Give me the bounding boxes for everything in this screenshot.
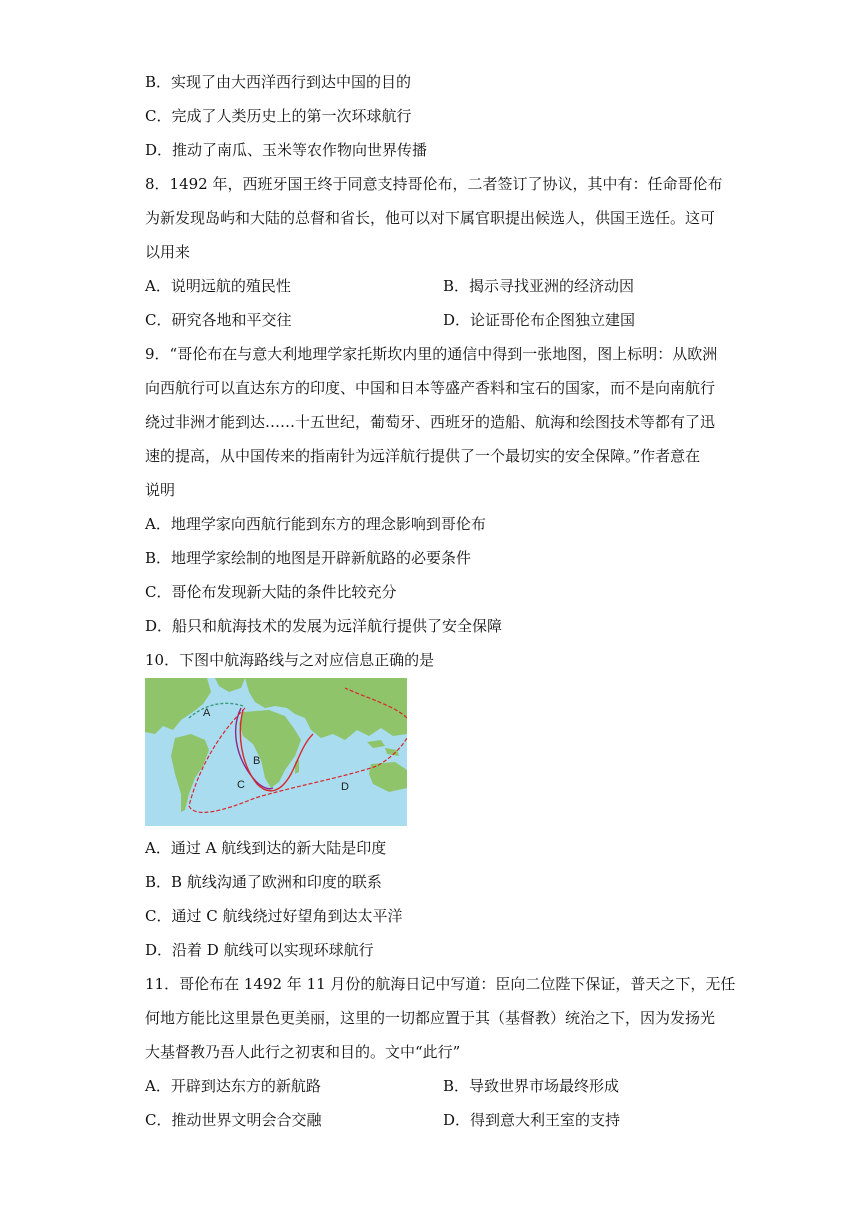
q9-stem-line-2: 向西航行可以直达东方的印度、中国和日本等盛产香料和宝石的国家，而不是向南航行 (145, 379, 716, 397)
q9-option-b: B．地理学家绘制的地图是开辟新航路的必要条件 (145, 549, 472, 567)
q9-option-a: A．地理学家向西航行能到东方的理念影响到哥伦布 (145, 515, 486, 533)
route-label-b: B (253, 755, 261, 767)
q7-option-d: D．推动了南瓜、玉米等农作物向世界传播 (145, 141, 428, 159)
route-label-a: A (203, 707, 211, 719)
q11-option-c: C．推动世界文明会合交融 (145, 1111, 322, 1129)
q8-stem-line-3: 以用来 (145, 243, 191, 261)
q8-option-c: C．研究各地和平交往 (145, 311, 292, 329)
q9-option-d: D．船只和航海技术的发展为远洋航行提供了安全保障 (145, 617, 503, 635)
q10-option-d: D．沿着 D 航线可以实现环球航行 (145, 941, 374, 959)
route-label-c: C (237, 779, 245, 791)
q11-option-d: D．得到意大利王室的支持 (443, 1111, 621, 1129)
q11-option-b: B．导致世界市场最终形成 (443, 1077, 620, 1095)
q8-option-d: D．论证哥伦布企图独立建国 (443, 311, 636, 329)
q8-option-b: B．揭示寻找亚洲的经济动因 (443, 277, 635, 295)
q9-stem-line-5: 说明 (145, 481, 176, 499)
q11-option-a: A．开辟到达东方的新航路 (145, 1077, 321, 1095)
q10-option-b: B．B 航线沟通了欧洲和印度的联系 (145, 873, 382, 891)
q10-stem: 10．下图中航海路线与之对应信息正确的是 (145, 651, 435, 669)
q10-option-c: C．通过 C 航线绕过好望角到达太平洋 (145, 907, 403, 925)
q9-stem-line-3: 绕过非洲才能到达……十五世纪，葡萄牙、西班牙的造船、航海和绘图技术等都有了迅 (145, 413, 716, 431)
q11-stem-line-1: 11．哥伦布在 1492 年 11 月份的航海日记中写道：臣向二位陛下保证，普天之下，无任 (145, 975, 736, 993)
route-label-d: D (341, 781, 349, 793)
q8-option-a: A．说明远航的殖民性 (145, 277, 291, 295)
q9-option-c: C．哥伦布发现新大陆的条件比较充分 (145, 583, 397, 601)
q8-stem-line-1: 8．1492 年，西班牙国王终于同意支持哥伦布，二者签订了协议，其中有：任命哥伦布 (145, 175, 723, 193)
q11-stem-line-2: 何地方能比这里景色更美丽，这里的一切都应置于其（基督教）统治之下，因为发扬光 (145, 1009, 716, 1027)
q8-stem-line-2: 为新发现岛屿和大陆的总督和省长，他可以对下属官职提出候选人，供国王选任。这可 (145, 209, 716, 227)
q9-stem-line-1: 9．“哥伦布在与意大利地理学家托斯坎内里的通信中得到一张地图，图上标明：从欧洲 (145, 345, 718, 363)
voyage-routes-map (145, 678, 407, 826)
q7-option-b: B．实现了由大西洋西行到达中国的目的 (145, 73, 412, 91)
q11-stem-line-3: 大基督教乃吾人此行之初衷和目的。文中“此行” (145, 1043, 461, 1061)
q9-stem-line-4: 速的提高，从中国传来的指南针为远洋航行提供了一个最切实的安全保障。”作者意在 (145, 447, 701, 465)
q10-option-a: A．通过 A 航线到达的新大陆是印度 (145, 839, 387, 857)
q7-option-c: C．完成了人类历史上的第一次环球航行 (145, 107, 412, 125)
